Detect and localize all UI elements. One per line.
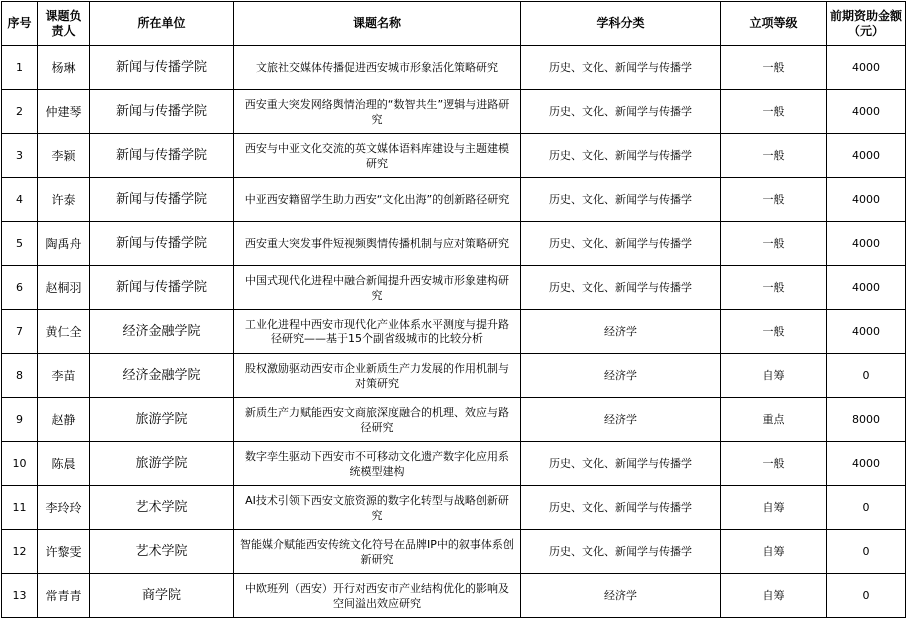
cell-subject: 历史、文化、新闻学与传播学 <box>521 530 721 574</box>
cell-title <box>234 46 521 90</box>
title-text: 智能媒介赋能西安传统文化符号在品牌IP中的叙事体系创新研究 <box>240 537 514 566</box>
cell-leader: 陶禹舟 <box>38 222 90 266</box>
cell-funding: 0 <box>827 574 906 618</box>
title-text: 西安重大突发事件短视频舆情传播机制与应对策略研究 <box>245 237 509 250</box>
cell-unit: 新闻与传播学院 <box>90 266 234 310</box>
cell-level: 自筹 <box>721 486 827 530</box>
cell-no: 4 <box>2 178 38 222</box>
header-title: 课题名称 <box>234 2 521 46</box>
table-row <box>2 486 906 530</box>
cell-unit: 商学院 <box>90 574 234 618</box>
cell-no: 3 <box>2 134 38 178</box>
cell-unit: 经济金融学院 <box>90 354 234 398</box>
cell-unit: 艺术学院 <box>90 486 234 530</box>
title-text: 文旅社交媒体传播促进西安城市形象活化策略研究 <box>256 61 498 74</box>
table-row <box>2 46 906 90</box>
cell-title <box>234 310 521 354</box>
table-row <box>2 90 906 134</box>
cell-level: 一般 <box>721 134 827 178</box>
cell-no: 6 <box>2 266 38 310</box>
cell-unit: 艺术学院 <box>90 530 234 574</box>
cell-level: 一般 <box>721 222 827 266</box>
cell-no: 10 <box>2 442 38 486</box>
header-level: 立项等级 <box>721 2 827 46</box>
title-text: 股权激励驱动西安市企业新质生产力发展的作用机制与对策研究 <box>245 361 509 390</box>
header-funding: 前期资助金额（元） <box>827 2 906 46</box>
cell-funding: 4000 <box>827 178 906 222</box>
cell-funding: 4000 <box>827 310 906 354</box>
cell-subject: 经济学 <box>521 310 721 354</box>
cell-no: 9 <box>2 398 38 442</box>
table-row <box>2 354 906 398</box>
table-row <box>2 398 906 442</box>
cell-subject: 历史、文化、新闻学与传播学 <box>521 178 721 222</box>
cell-leader: 黄仁全 <box>38 310 90 354</box>
cell-leader: 许泰 <box>38 178 90 222</box>
cell-unit: 经济金融学院 <box>90 310 234 354</box>
cell-level: 一般 <box>721 46 827 90</box>
cell-subject: 历史、文化、新闻学与传播学 <box>521 134 721 178</box>
cell-no: 11 <box>2 486 38 530</box>
title-text: 数字孪生驱动下西安市不可移动文化遗产数字化应用系统模型建构 <box>245 449 509 478</box>
cell-no: 8 <box>2 354 38 398</box>
cell-no: 2 <box>2 90 38 134</box>
cell-no: 5 <box>2 222 38 266</box>
project-table <box>1 1 906 618</box>
table-row <box>2 222 906 266</box>
cell-unit: 新闻与传播学院 <box>90 90 234 134</box>
table-row <box>2 266 906 310</box>
header-row <box>2 2 906 46</box>
cell-no: 1 <box>2 46 38 90</box>
title-text: 中欧班列（西安）开行对西安市产业结构优化的影响及空间溢出效应研究 <box>245 581 509 610</box>
table-row <box>2 134 906 178</box>
cell-level: 自筹 <box>721 354 827 398</box>
header-unit: 所在单位 <box>90 2 234 46</box>
cell-leader: 许黎雯 <box>38 530 90 574</box>
cell-subject: 历史、文化、新闻学与传播学 <box>521 486 721 530</box>
cell-level: 一般 <box>721 90 827 134</box>
cell-funding: 4000 <box>827 46 906 90</box>
cell-title <box>234 178 521 222</box>
cell-funding: 0 <box>827 530 906 574</box>
cell-no: 12 <box>2 530 38 574</box>
table-row <box>2 442 906 486</box>
cell-unit: 新闻与传播学院 <box>90 46 234 90</box>
cell-leader: 仲建琴 <box>38 90 90 134</box>
cell-funding: 0 <box>827 486 906 530</box>
cell-leader: 赵静 <box>38 398 90 442</box>
title-text: 中国式现代化进程中融合新闻提升西安城市形象建构研究 <box>245 273 509 302</box>
cell-title <box>234 574 521 618</box>
cell-subject: 经济学 <box>521 574 721 618</box>
cell-level: 重点 <box>721 398 827 442</box>
cell-level: 一般 <box>721 178 827 222</box>
cell-no: 13 <box>2 574 38 618</box>
table-row <box>2 530 906 574</box>
title-text: 西安与中亚文化交流的英文媒体语料库建设与主题建模研究 <box>245 141 509 170</box>
cell-leader: 李颖 <box>38 134 90 178</box>
header-subject: 学科分类 <box>521 2 721 46</box>
table-body <box>2 46 906 618</box>
cell-unit: 旅游学院 <box>90 442 234 486</box>
cell-subject: 历史、文化、新闻学与传播学 <box>521 442 721 486</box>
header-no: 序号 <box>2 2 38 46</box>
cell-unit: 新闻与传播学院 <box>90 222 234 266</box>
cell-unit: 新闻与传播学院 <box>90 134 234 178</box>
title-text: 新质生产力赋能西安文商旅深度融合的机理、效应与路径研究 <box>245 405 509 434</box>
title-text: 西安重大突发网络舆情治理的“数智共生”逻辑与进路研究 <box>244 97 510 126</box>
cell-subject: 经济学 <box>521 354 721 398</box>
cell-title <box>234 222 521 266</box>
cell-funding: 4000 <box>827 222 906 266</box>
cell-funding: 8000 <box>827 398 906 442</box>
cell-funding: 4000 <box>827 90 906 134</box>
title-text: 中亚西安籍留学生助力西安“文化出海”的创新路径研究 <box>244 193 510 206</box>
cell-title <box>234 530 521 574</box>
cell-funding: 4000 <box>827 266 906 310</box>
table-row <box>2 178 906 222</box>
cell-level: 自筹 <box>721 530 827 574</box>
cell-level: 一般 <box>721 442 827 486</box>
cell-title <box>234 486 521 530</box>
cell-title <box>234 90 521 134</box>
title-text: 工业化进程中西安市现代化产业体系水平测度与提升路径研究——基于15个副省级城市的比较分析 <box>245 317 509 345</box>
cell-no: 7 <box>2 310 38 354</box>
cell-title <box>234 398 521 442</box>
cell-level: 一般 <box>721 310 827 354</box>
cell-leader: 李玲玲 <box>38 486 90 530</box>
title-text: AI技术引领下西安文旅资源的数字化转型与战略创新研究 <box>245 493 509 522</box>
cell-funding: 4000 <box>827 442 906 486</box>
cell-leader: 李苗 <box>38 354 90 398</box>
cell-title <box>234 442 521 486</box>
cell-level: 一般 <box>721 266 827 310</box>
cell-funding: 0 <box>827 354 906 398</box>
cell-unit: 新闻与传播学院 <box>90 178 234 222</box>
cell-subject: 历史、文化、新闻学与传播学 <box>521 222 721 266</box>
cell-subject: 历史、文化、新闻学与传播学 <box>521 266 721 310</box>
cell-leader: 赵桐羽 <box>38 266 90 310</box>
cell-title <box>234 266 521 310</box>
table-row <box>2 310 906 354</box>
cell-subject: 历史、文化、新闻学与传播学 <box>521 46 721 90</box>
cell-subject: 经济学 <box>521 398 721 442</box>
cell-level: 自筹 <box>721 574 827 618</box>
cell-title <box>234 354 521 398</box>
cell-leader: 陈晨 <box>38 442 90 486</box>
cell-title <box>234 134 521 178</box>
table-row <box>2 574 906 618</box>
cell-subject: 历史、文化、新闻学与传播学 <box>521 90 721 134</box>
header-leader: 课题负责人 <box>38 2 90 46</box>
cell-leader: 杨琳 <box>38 46 90 90</box>
cell-funding: 4000 <box>827 134 906 178</box>
cell-leader: 常青青 <box>38 574 90 618</box>
cell-unit: 旅游学院 <box>90 398 234 442</box>
